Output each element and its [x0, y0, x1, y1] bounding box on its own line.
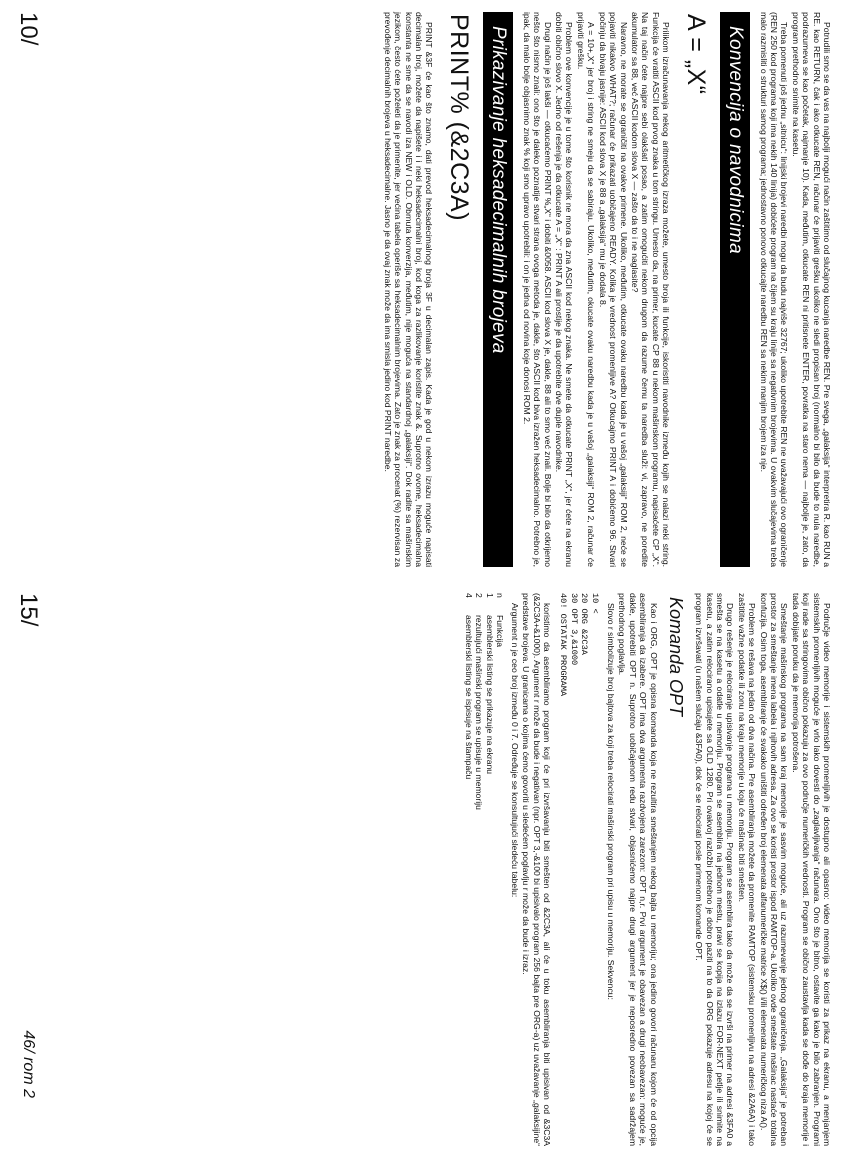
- option-table: [463, 593, 505, 1146]
- opt-section-text: [606, 593, 659, 1146]
- section-title-print-hex: PRINT% (&2C3A): [445, 14, 474, 222]
- code-line: 30 OPT 3,&1000: [568, 593, 579, 666]
- page-number-left: 10/: [15, 12, 42, 46]
- page-number-right: 15/: [15, 593, 42, 627]
- paragraph: A = 10+„X“ jer broj i string ne smeju da se sabiraju. Ukoliko, međutim, okucate ovaku naredbu kada je u vašoj „galaksiji“ ROM 2, računar će prijaviti grešku.: [575, 12, 597, 567]
- paragraph: Potrudili smo se da vas na najbolji mogući način zaštitimo od slučajnog kucanja naredbe REN. Pre svega, „galaksija“ interpretira R. kao RUN a RE. kao RETURN, čak i ako otkucate REN, računar će prijaviti grešku ukoliko ne sledi propisan broj (normalno bi bilo da bude to nula naredbe, podrazumeva se kao početak, najmanje 10). Kada, međutim, otkucate REN ni pritisnete ENTER, povratka na staro nema — najbolje je, zato, da program prethodno snimite na kasetu.: [790, 12, 832, 567]
- paragraph: Problem ove konvencije je u tome što korisnik ne mora da zna ASCII kod nekog znaka. Ne smete da otkucate PRINT „X“, jer ćete na ekranu dobiti obično slovo X. Jedno od rešenja je da otkucate A = „X“ : PRINT A ali prostije je da upotrebite dve duple navodnike.: [554, 12, 575, 567]
- paragraph: Slovo r simbolizuje broj bajtova za koji treba relocirati mašinski program pri upisu u memoriju. Sekvencu:: [606, 603, 617, 1000]
- table-cell-n: 4: [463, 593, 474, 598]
- section-title-opt: Komanda OPT: [665, 597, 686, 717]
- code-listing: [558, 593, 600, 1146]
- code-line: 10 <: [589, 593, 600, 614]
- table-cell-n: 2: [474, 593, 485, 598]
- paragraph: Smeštanje mašinskog programa na sam kraj memorije je sasvim moguće, ali uz razumevanje jednog ograničenja. „Galaksija“ je potreban prostor za smeštanje imena labela i njihovih adresa. Za ovo se koristi prostor ispod RAMTOP-a. Ukoliko ovde smeštate mašinac nastaće totalna konfuzija. Osim toga, asembliranje će svakako uništiti određen broj elemenata alfanumeričke matrice X$() i/ili elemenata numeričkog niza A().: [758, 593, 790, 1146]
- paragraph: Naravno, ne morate se ograničiti na ovakve primene. Ukoliko, međutim, otkucate ovaku naredbu kada je u vašoj „galaksiji“ ROM 2, neće se pojaviti nikakvo WHAT?; računar će prikazati uobičajeno READY. Kolika je vrednost promenljive A? Otkucajmo PRINT A i dobićemo 96. Stvari počinju da bivaju jasnije: ASCII kod slova X je 88 a „galaksija“ mu je dodala 8.: [597, 12, 629, 567]
- right-page: [0, 579, 842, 1158]
- code-line: 40! OSTATAK PROGRAMA: [558, 593, 569, 697]
- table-row: [484, 593, 495, 1146]
- paragraph: koristimo da asembliramo program koji će pri izvršavanju biti smešten od &2C3A, ali će u toku asembliranja biti upisivan od &3C3A (&2C3A+&1000). Argument r može da bude i negativan (npr. OPT 3,-&100 bi upisivalo program 256 bajta pre ORG-a) uz uvažavanje „galaksijine“ predstave brojeva. U granicama o kojima ćemo govoriti u sledećem poglavlju r može da bude i izraz.: [521, 593, 553, 1146]
- section-title-quotes: A = „X“: [682, 14, 711, 95]
- table-row: [463, 593, 474, 1146]
- hex-section-text: [382, 12, 434, 567]
- table-header: [495, 593, 506, 1146]
- opt-after-code-text: [509, 593, 552, 1146]
- table-header-function: Funkcija: [495, 615, 506, 647]
- paragraph: Treba pomenuti još jednu „sitnicu“: linijski brojevi naredbi mogu da budu najviše 32767; ukoliko upotrebite REN ne uvažavajući ovo ograničenje (REN 250 kod programa koji ima nekih 140 linija) dobićete program na čijem su kraju linije sa negativnim brojevima. U ovakvim slučajevima treba malo razmisliti o strukturi samog programa; jednostavno ponovo otkucajte naredbu REN sa nekim manjim brojem iza nje.: [758, 12, 790, 567]
- table-cell-function: rezultujući mašinski program se upisuje u memoriju: [474, 615, 485, 810]
- paragraph: Područje video memorije i sistemskih promenljivih je dostupno ali opasno: video memorija se koristi za prikaz na ekranu, a menjanjem sistemskih promenljivih moguće je vrlo lako dovesti do „zaglavljivanja“ računara. Ono što je bitno, ostavite ga kako je bilo zabranjen. Programi koji rade sa stringovima obično pokazuju za ovo područje numeričkih vrednosti. Program se obično zaustavlja kada se dođe do kraja memorije i tada dobijate poruku da je memorija potrošena.: [790, 593, 832, 1146]
- paragraph: Prilikom izračunavanja nekog aritmetičkog izraza možete, umesto broja ili funkcije, iskoristiti navodnike između kojih se nalazi neki string. Funkcija će vratiti ASCII kod prvog znaka u tom stringu. Umesto da, na primer, kucate CP 88 u nekom mašinskom programu, napisaćete CP „X“. Na taj način ćete najpre sebi olakšati posao, a zatim omogućiti nekom drugom da razume čemu ta naredba služi: vi, zapravo, ne poredite akumulator sa 88, već ASCII kodom slova X — zašto da to i ne naglasite?: [629, 12, 672, 567]
- paragraph: Problem se rešava na jedan od dva načina. Pre asembliranja možete da promenite RAMTOP (sistemsku promenljivu na adresi &2A6A) i tako zaštitite važne podatke ili zonu na kraju memorije u koju će mašinac biti smešten.: [736, 593, 758, 1146]
- footer-issue-label: 46/ rom 2: [20, 1030, 37, 1098]
- table-cell-n: 1: [484, 593, 495, 598]
- paragraph: Kao i ORG, OPT je opisna komanda koja ne rezultira smeštanjem nekog bajta u memoriju; ona jedino govori računaru kojom će od opcija asembliranja da izabere. OPT ima dva argumenta razdvojena zarezom: OPT n,r. Prvi argument je obavezan a drugi neobavezan: moguće je, dakle, upotrebiti OPT n. Suprotno uobičajenom redu stvari, objasnićemo najpre drugi argument jer je neposredno povezan sa sadržajem prethodnog poglavlja.: [617, 593, 659, 1146]
- section-bar-hex: Prikazivanje heksadecimalnih brojeva: [483, 12, 513, 567]
- code-line: 20 ORG &2C3A: [579, 593, 590, 655]
- table-header-n: n: [495, 593, 506, 598]
- paragraph: Drugo rešenje je relociranje upisivanje programa u memoriju. Program se asemblira tako da može da se izvrši na primer na adresi &3FA0 a smešta se na kasetu a odatle u memoriju. Program se asemblira na jednom mestu, pravi se kopija na izlazu FOR-NEXT petlje ili snimite na kasetu, a zatim relocirano upisujete sa OLD 1280. Pri ovakvoj razložbi potrebno je dobro paziti na to da ORG pokazuje adresu na kojoj će se program izvršavati (u našem slučaju &3FA0), dok će se relocirati posle primenom komande OPT.: [694, 593, 736, 1146]
- paragraph: Drugi način je još lakši — otkucaćemo PRINT %„X“ i dobiti &0058. ASCII kod slova X je, dakle, 88 ali to smo već znali. Bolje bi bilo da otkrijemo nešto što nismo znali: ono što je daleko poznatije stvari strana ovoga metoda je, dakle, što ASCII kod biva izražen heksadecimalno. Potrebno je, ipak, da malo bolje objasnimo znak % koji smo upravo upotrebili: i on je jedna od novina koje donosi ROM 2.: [521, 12, 553, 567]
- table-cell-function: asemblerski listing se ispisuje na štampaču: [463, 615, 474, 780]
- section-bar-quotes: Konvencija o navodnicima: [720, 12, 750, 567]
- table-cell-function: asemblerski listing se prikazuje na ekranu: [484, 615, 495, 775]
- intro-text: [758, 12, 832, 567]
- table-row: [474, 593, 485, 1146]
- paragraph: PRINT &3F će kao što znamo, dati prevod heksadecimalnog broja 3F u decimalan zapis. Kada je god u nekom izrazu moguće napisati decimalan broj, možete da napišete i i neki heksadecimalni broj, kod koga za razlikovanje koristite znak &. Suprotno ovome, heksadecimalna konstanta ne sme da se navodi iza NEW i OLD. Obrnuta konverzija, međutim, nije moguća na standardnoj „galaksiji“. Dok radite sa mašinskim jezikom, često ćete poželeti da je primenite, jer većina tabela operiše sa heksadecimalnim brojevima. Zato je znak za procenat (%) rezervisan za prevođenje decimalnih brojeva u heksadecimalne. Jasno je da ovaj znak može da ima smisla jedino kod PRINT naredbe.: [382, 12, 435, 567]
- paragraph: Argument n je ceo broj između 0 i 7. Određuje se konsultujući sledeću tabelu:: [509, 603, 520, 898]
- intro-text-right: [694, 593, 832, 1146]
- quotes-section-text: [521, 12, 671, 567]
